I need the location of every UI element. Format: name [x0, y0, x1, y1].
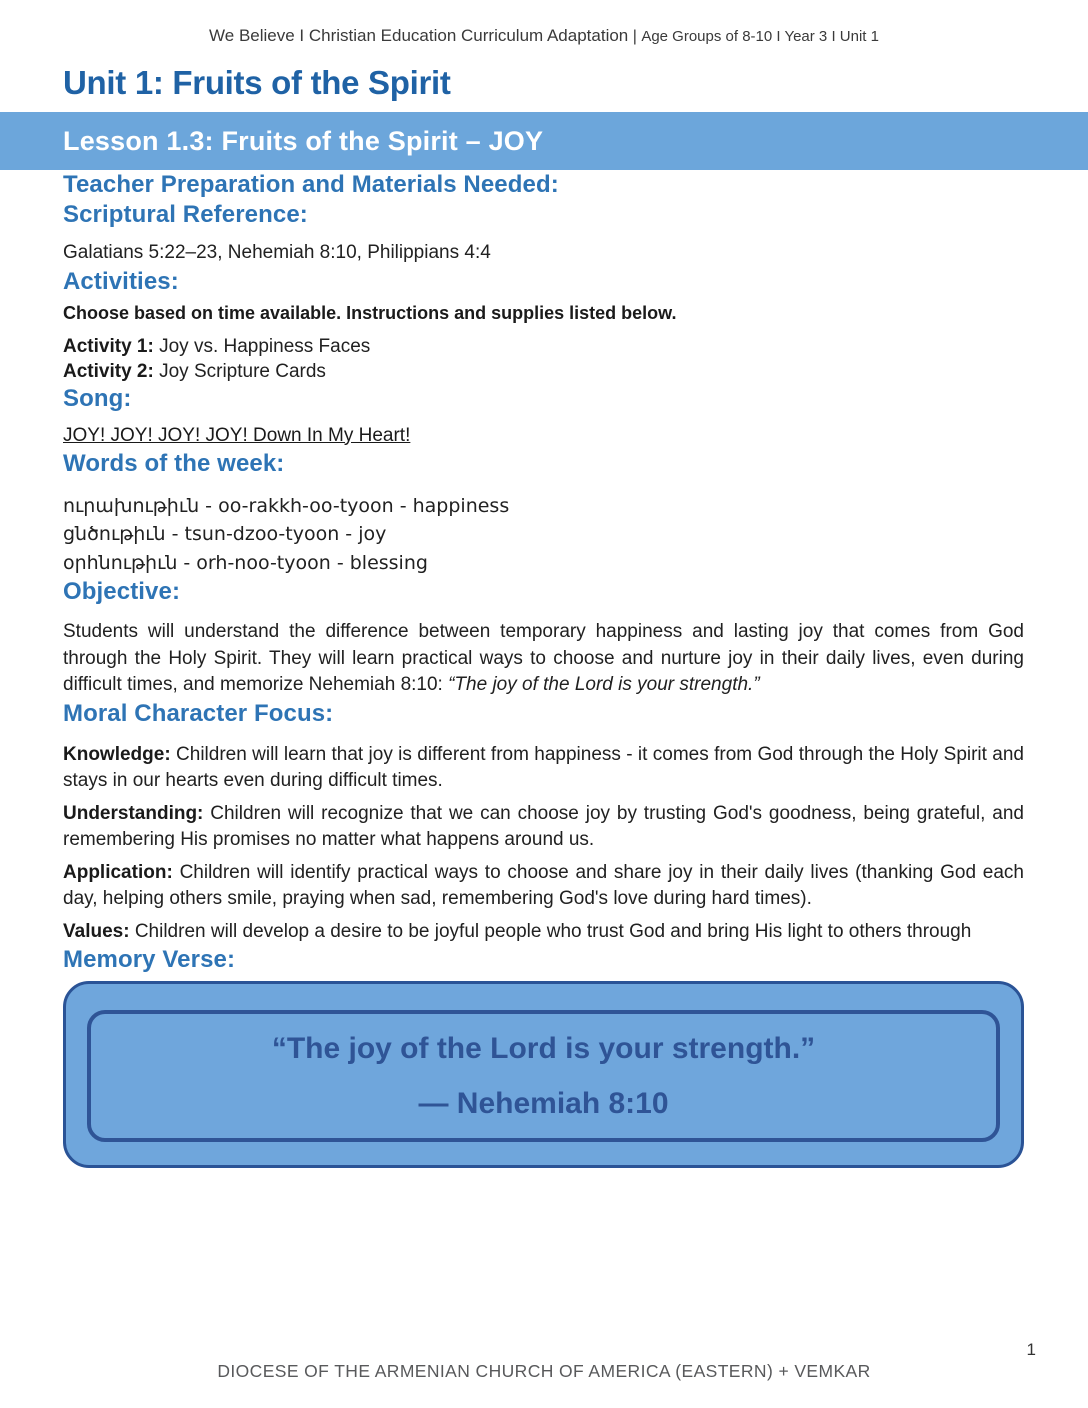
scripture-references: Galatians 5:22–23, Nehemiah 8:10, Philippians 4:4: [63, 242, 491, 263]
objective-text-plain: Students will understand the difference between temporary happiness and lasting joy that comes from God through the Holy Spirit. They will learn practical ways to choose and nurture joy in their daily lives, even during difficult times, and memorize Nehemiah 8:10:: [63, 621, 1024, 695]
header-separator: |: [628, 28, 642, 45]
memory-verse-inner-frame: [87, 1010, 1000, 1142]
page-number: 1: [1026, 1340, 1036, 1359]
values-label: Values:: [63, 920, 130, 942]
activities-note: Choose based on time available. Instructions and supplies listed below.: [63, 302, 677, 323]
knowledge-label: Knowledge:: [63, 743, 171, 765]
moral-focus-understanding: [63, 801, 1024, 854]
application-label: Application:: [63, 861, 173, 883]
memory-verse-attribution: — Nehemiah 8:10: [418, 1087, 669, 1120]
header-secondary: Age Groups of 8-10 I Year 3 I Unit 1: [641, 28, 879, 45]
memory-verse-text: “The joy of the Lord is your strength.”: [271, 1032, 816, 1065]
application-text: Children will identify practical ways to choose and share joy in their daily lives (thanking God each day, helping others smile, praying when sad, remembering God's love during hard times).: [63, 861, 1024, 909]
heading-teacher-preparation: Teacher Preparation and Materials Needed:: [63, 171, 559, 198]
document-body: [0, 170, 1088, 1168]
activity-1-text: Joy vs. Happiness Faces: [159, 335, 371, 357]
words-of-week-list: [63, 492, 1024, 578]
activity-1-label: Activity 1:: [63, 335, 154, 357]
objective-text: [63, 619, 1024, 699]
understanding-text: Children will recognize that we can choose joy by trusting God's goodness, being grateful, and remembering His promises no matter what happens around us.: [63, 802, 1024, 850]
objective-text-verse: “The joy of the Lord is your strength.”: [448, 674, 760, 695]
activity-2-text: Joy Scripture Cards: [159, 360, 326, 382]
activity-item-2: [63, 359, 1024, 384]
memory-verse-box: [63, 981, 1024, 1168]
header-primary: We Believe I Christian Education Curriculum Adaptation: [209, 26, 629, 45]
document-header: [0, 0, 1088, 47]
activity-list: [63, 334, 1024, 384]
song-link[interactable]: JOY! JOY! JOY! JOY! Down In My Heart!: [63, 424, 411, 446]
heading-scriptural-reference: Scriptural Reference:: [63, 201, 308, 228]
footer-text: DIOCESE OF THE ARMENIAN CHURCH OF AMERICA (EASTERN) + VEMKAR: [217, 1361, 871, 1381]
understanding-label: Understanding:: [63, 802, 204, 824]
heading-words-of-week: Words of the week:: [63, 449, 285, 477]
heading-moral-character-focus: Moral Character Focus:: [63, 699, 334, 727]
heading-activities: Activities:: [63, 267, 179, 295]
activity-2-label: Activity 2:: [63, 360, 154, 382]
values-text: Children will develop a desire to be joyful people who trust God and bring His light to others through: [134, 920, 972, 942]
heading-objective: Objective:: [63, 578, 181, 605]
unit-title: Unit 1: Fruits of the Spirit: [63, 64, 451, 101]
moral-focus-values: [63, 919, 1024, 946]
knowledge-text: Children will learn that joy is different from happiness - it comes from God through the Holy Spirit and stays in our hearts even during difficult times.: [63, 743, 1024, 791]
heading-song: Song:: [63, 384, 132, 412]
word-item-blessing: օրհնութիւն - orh-noo-tyoon - blessing: [63, 551, 428, 574]
lesson-banner: [0, 112, 1088, 170]
activity-item-1: [63, 334, 1024, 359]
heading-memory-verse: Memory Verse:: [63, 946, 236, 973]
moral-focus-application: [63, 860, 1024, 913]
lesson-banner-text: Lesson 1.3: Fruits of the Spirit – JOY: [63, 125, 544, 156]
moral-focus-knowledge: [63, 742, 1024, 795]
word-item-joy: ցնծութիւն - tsun-dzoo-tyoon - joy: [63, 523, 387, 545]
song-line: [63, 423, 1024, 449]
word-item-happiness: ուրախութիւն - oo-rakkh-oo-tyoon - happiness: [63, 494, 510, 517]
